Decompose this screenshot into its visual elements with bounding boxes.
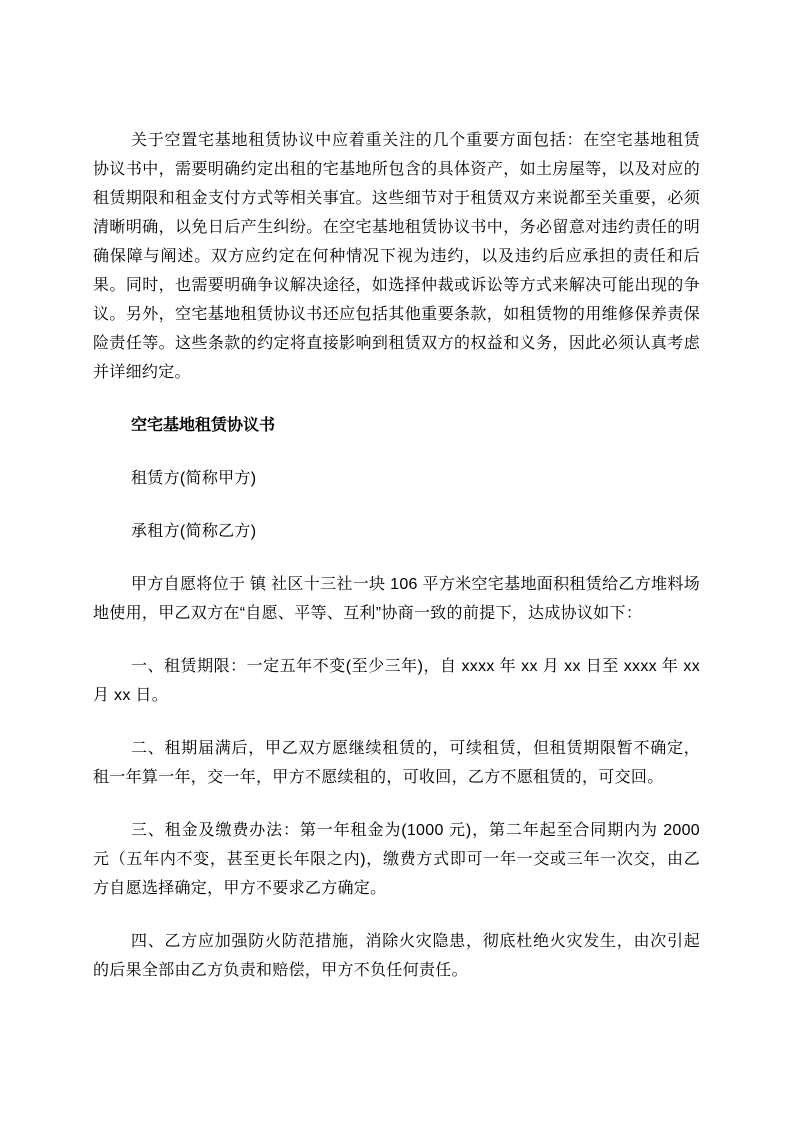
clause-2-renewal: 二、租期届满后，甲乙双方愿继续租赁的，可续租赁，但租赁期限暂不确定，租一年算一年，交一年，甲方不愿续租的，可收回，乙方不愿租赁的，可交回。: [93, 740, 700, 786]
clause-1-lease-term: 一、租赁期限：一定五年不变(至少三年)，自 xxxx 年 xx 月 xx 日至 xxxx 年 xx 月 xx 日。: [93, 658, 700, 704]
intro-paragraph: 关于空置宅基地租赁协议中应着重关注的几个重要方面包括：在空宅基地租赁协议书中，需要明确约定出租的宅基地所包含的具体资产，如土房屋等，以及对应的租赁期限和租金支付方式等相关事宜。这些细节对于租赁双方来说都至关重要，必须清晰明确，以免日后产生纠纷。在空宅基地租赁协议书中，务必留意对违约责任的明确保障与阐述。双方应约定在何种情况下视为违约，以及违约后应承担的责任和后果。同时，也需要明确争议解决途径，如选择仲裁或诉讼等方式来解决可能出现的争议。另外，空宅基地租赁协议书还应包括其他重要条款，如租赁物的用维修保养责保险责任等。这些条款的约定将直接影响到租赁双方的权益和义务，因此必须认真考虑并详细约定。: [93, 132, 700, 381]
clause-4-fire-safety: 四、乙方应加强防火防范措施，消除火灾隐患，彻底杜绝火灾发生，由次引起的后果全部由乙方负责和赔偿，甲方不负任何责任。: [93, 933, 700, 979]
party-a-line: 租赁方(简称甲方): [131, 470, 257, 487]
document-title: 空宅基地租赁协议书: [131, 417, 276, 434]
clause-3-rent-payment: 三、租金及缴费办法：第一年租金为(1000 元)，第二年起至合同期内为 2000 元（五年内不变，甚至更长年限之内)，缴费方式即可一年一交或三年一次交，由乙方自愿选择确定，甲方不要求乙方确定。: [93, 822, 700, 897]
preamble-paragraph: 甲方自愿将位于 镇 社区十三社一块 106 平方米空宅基地面积租赁给乙方堆料场地使用，甲乙双方在“自愿、平等、互利”协商一致的前提下，达成协议如下：: [93, 576, 700, 622]
party-b-line: 承租方(简称乙方): [131, 523, 257, 540]
